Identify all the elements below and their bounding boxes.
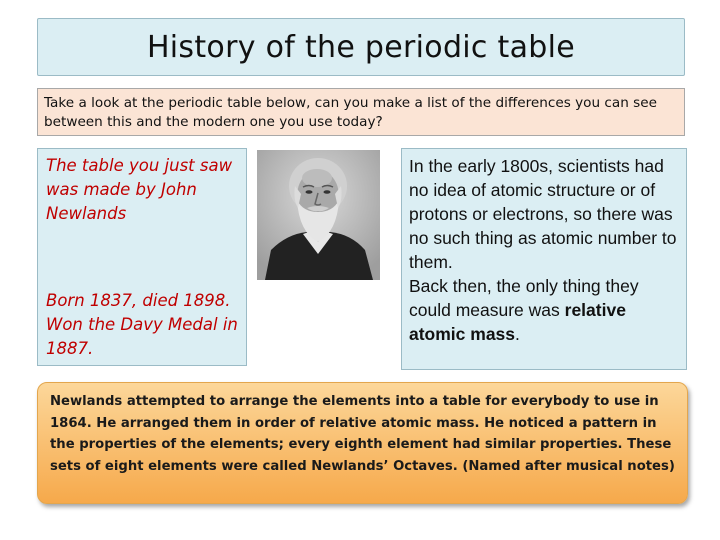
info-paragraph-1: In the early 1800s, scientists had no idea of atomic structure or of protons or electrons, so there was no such thing as atomic number to them. (409, 156, 677, 272)
prompt-text: Take a look at the periodic table below, can you make a list of the differences you can see between this and the modern one you use today? (44, 95, 657, 130)
octaves-text: Newlands attempted to arrange the elements into a table for everybody to use in 1864. He arranged them in order of relative atomic mass. He noticed a pattern in the properties of the elements; every eighth element had similar properties. These sets of eight elements were called Newlands’ Octaves. (Named after musical notes) (50, 394, 675, 474)
info-text-suffix: . (515, 324, 520, 344)
portrait-image (257, 150, 380, 280)
page-title: History of the periodic table (146, 29, 576, 65)
octaves-box (37, 382, 688, 504)
newlands-bio: Born 1837, died 1898. Won the Davy Medal in 1887. (46, 291, 238, 358)
info-bold-term: relative atomic mass (409, 300, 626, 344)
info-paragraph-2 (409, 274, 678, 346)
info-text-prefix: Back then, the only thing they could measure was (409, 276, 639, 320)
newlands-portrait (257, 150, 380, 280)
prompt-box (37, 88, 685, 136)
newlands-intro: The table you just saw was made by John Newlands (46, 156, 233, 223)
title-box (37, 18, 685, 76)
newlands-box (37, 148, 247, 366)
atomic-mass-box (401, 148, 687, 370)
